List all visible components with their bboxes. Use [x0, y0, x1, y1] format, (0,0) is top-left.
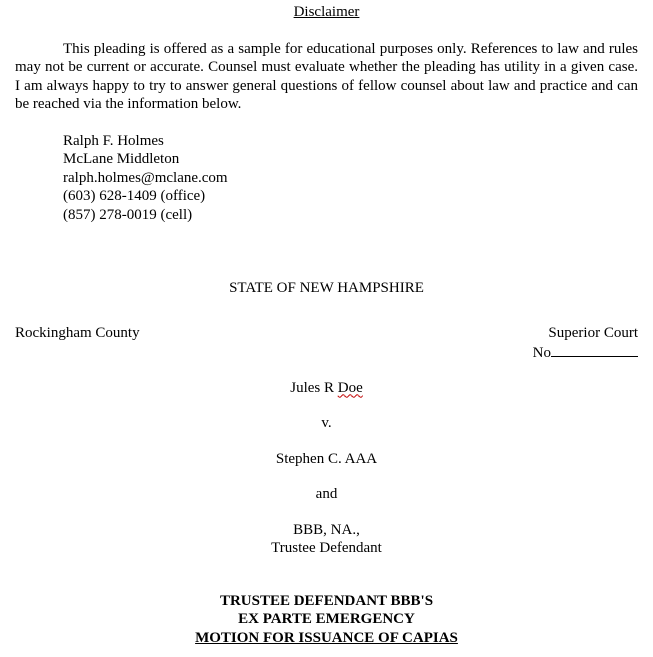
- contact-email: ralph.holmes@mclane.com: [63, 169, 228, 186]
- contact-firm: McLane Middleton: [63, 151, 180, 167]
- docket-label: No: [532, 345, 551, 361]
- county-label: Rockingham County: [15, 324, 140, 341]
- motion-title-line2: EX PARTE EMERGENCY: [238, 611, 415, 627]
- document-page: [15, 3, 638, 647]
- disclaimer-title: Disclaimer: [293, 4, 360, 20]
- motion-title-line1: TRUSTEE DEFENDANT BBB'S: [219, 592, 434, 609]
- docket-number: [533, 342, 638, 363]
- contact-name: Ralph F. Holmes: [63, 132, 164, 149]
- contact-cell-phone: (857) 278-0019 (cell): [63, 206, 193, 223]
- trustee-role: Trustee Defendant: [271, 540, 382, 556]
- court-label: Superior Court: [548, 324, 638, 341]
- conjunction-label: and: [315, 486, 338, 502]
- plaintiff-line: [15, 379, 638, 398]
- court-block: [533, 324, 638, 363]
- motion-title: [15, 592, 638, 648]
- trustee-name: BBB, NA.,: [293, 521, 360, 538]
- plaintiff-first: Jules R: [290, 379, 338, 396]
- docket-blank-line: [551, 342, 638, 357]
- plaintiff-last: Doe: [337, 379, 363, 396]
- motion-title-line3: MOTION FOR ISSUANCE OF CAPIAS: [195, 629, 458, 646]
- versus-label: v.: [321, 415, 332, 431]
- contact-block: [63, 132, 638, 225]
- contact-office-phone: (603) 628-1409 (office): [63, 188, 206, 204]
- disclaimer-text: This pleading is offered as a sample for educational purposes only. References to law and rules may not be current or accurate. Counsel must evaluate whether the pleading has utility in a given case. I am always happy to try to answer general questions of fellow counsel about law and practice and can be reached via the information below.: [15, 40, 638, 112]
- disclaimer-paragraph: [15, 40, 638, 114]
- state-heading: STATE OF NEW HAMPSHIRE: [229, 280, 424, 296]
- defendant-name: Stephen C. AAA: [275, 450, 378, 467]
- court-caption-row: [15, 324, 638, 363]
